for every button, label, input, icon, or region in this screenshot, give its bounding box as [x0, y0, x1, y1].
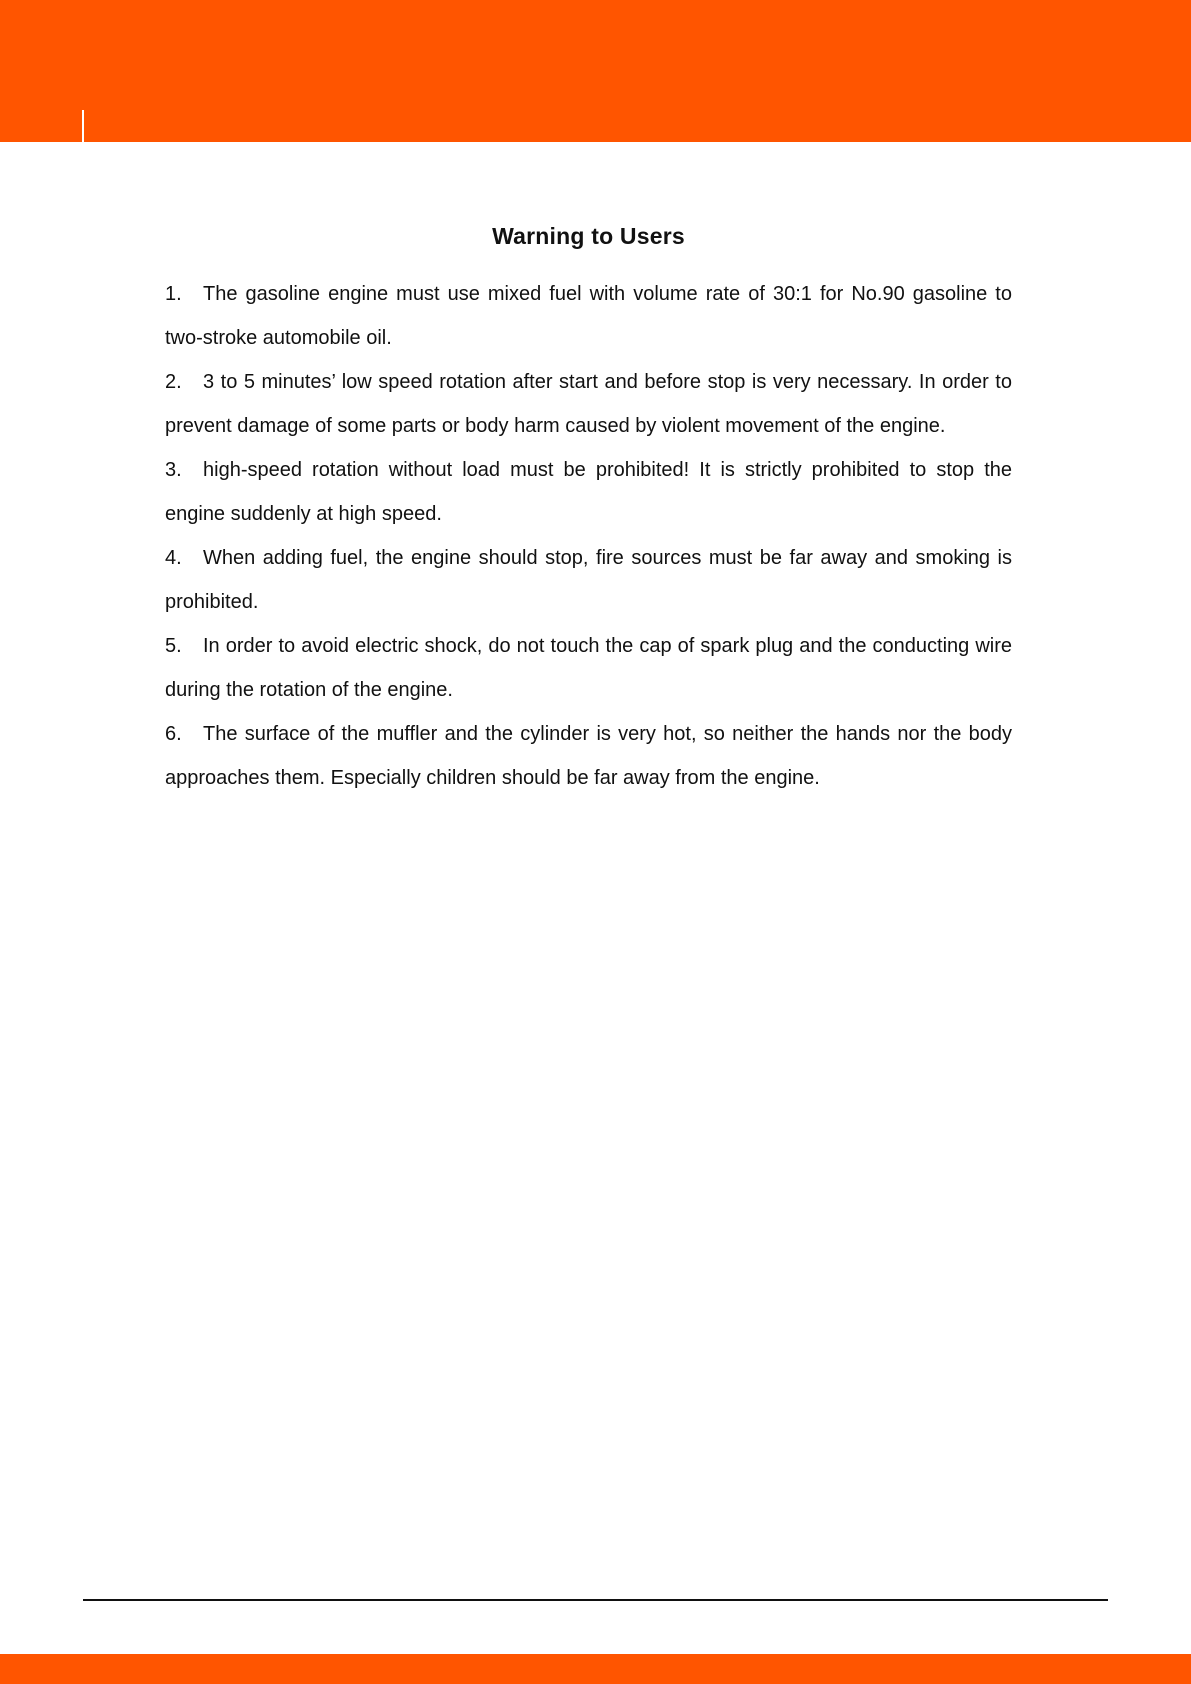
warning-text: In order to avoid electric shock, do not touch the cap of spark plug and the conducting wire during the rotation of the engine.	[165, 635, 1012, 701]
warning-item-4	[165, 536, 1012, 624]
warning-number: 5.	[165, 635, 182, 657]
warning-item-3	[165, 448, 1012, 536]
warning-number: 3.	[165, 459, 182, 481]
page-content	[165, 214, 1012, 800]
warning-item-6	[165, 712, 1012, 800]
warning-item-2	[165, 360, 1012, 448]
warning-list	[165, 272, 1012, 800]
warning-text: 3 to 5 minutes’ low speed rotation after start and before stop is very necessary. In order to prevent damage of some parts or body harm caused by violent movement of the engine.	[165, 371, 1012, 437]
header-band	[0, 0, 1191, 142]
warning-text: When adding fuel, the engine should stop, fire sources must be far away and smoking is prohibited.	[165, 547, 1012, 613]
warning-number: 6.	[165, 723, 182, 745]
footer-band	[0, 1654, 1191, 1684]
warning-text: high-speed rotation without load must be prohibited! It is strictly prohibited to stop the engine suddenly at high speed.	[165, 459, 1012, 525]
page-title: Warning to Users	[492, 223, 685, 249]
warning-item-5	[165, 624, 1012, 712]
warning-number: 2.	[165, 371, 182, 393]
footer-divider	[83, 1599, 1108, 1601]
warning-item-1	[165, 272, 1012, 360]
warning-number: 4.	[165, 547, 182, 569]
warning-text: The surface of the muffler and the cylinder is very hot, so neither the hands nor the body approaches them. Especially children should be far away from the engine.	[165, 723, 1012, 789]
warning-number: 1.	[165, 283, 182, 305]
warning-text: The gasoline engine must use mixed fuel with volume rate of 30:1 for No.90 gasoline to two-stroke automobile oil.	[165, 283, 1012, 349]
header-tick-mark	[82, 110, 84, 142]
